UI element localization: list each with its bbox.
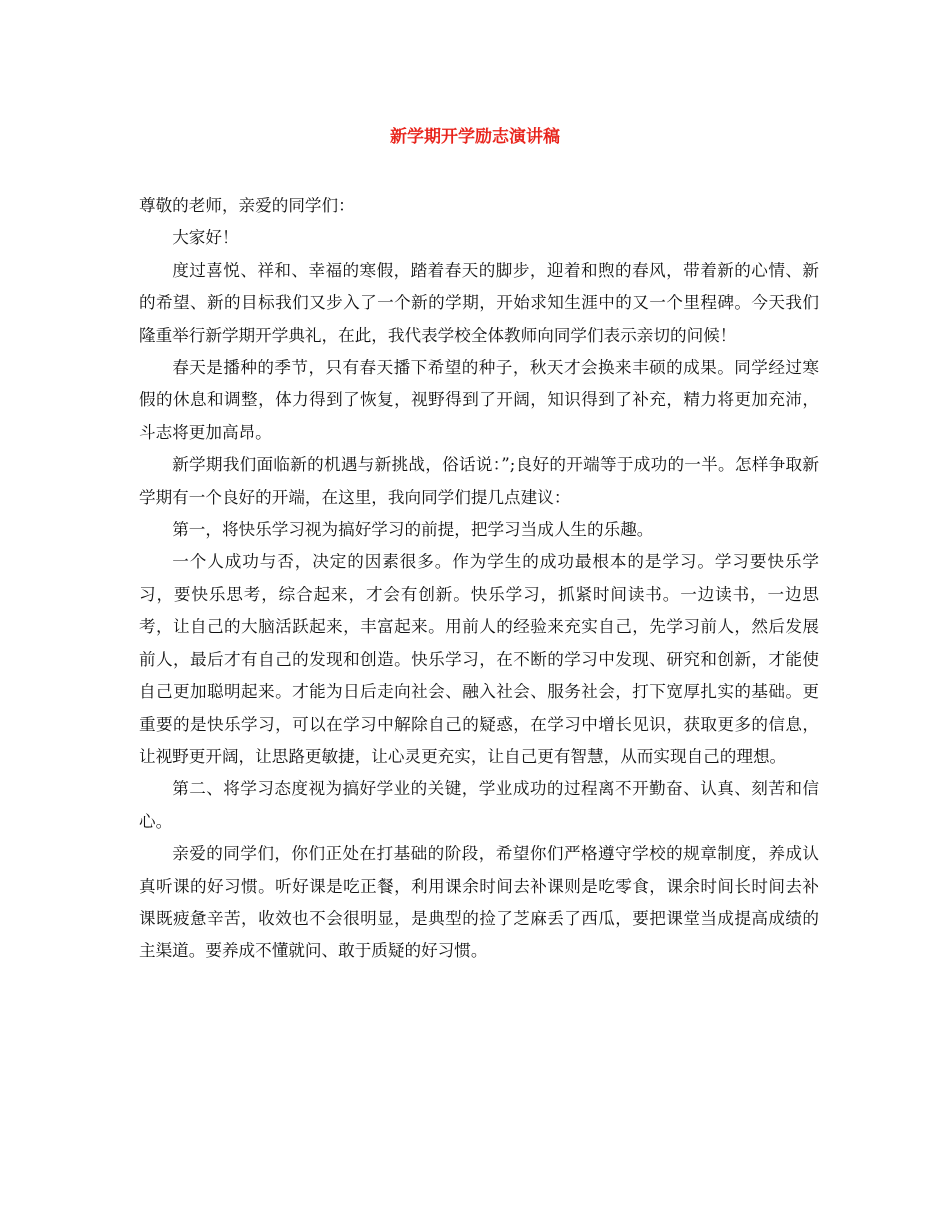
paragraph-point-two: 第二、将学习态度视为搞好学业的关键，学业成功的过程离不开勤奋、认真、刻苦和信心。 [139,779,819,831]
paragraph-point-one: 第一，将快乐学习视为搞好学习的前提，把学习当成人生的乐趣。 [172,520,654,540]
paragraph: 春天是播种的季节，只有春天播下希望的种子，秋天才会换来丰硕的成果。同学经过寒假的休息和调整，体力得到了恢复，视野得到了开阔，知识得到了补充，精力将更加充沛，斗志将更加高昂。 [139,358,819,442]
paragraph-greeting: 大家好！ [172,228,239,248]
paragraph: 新学期我们面临新的机遇与新挑战，俗话说：”;良好的开端等于成功的一半。怎样争取新学期有一个良好的开端，在这里，我向同学们提几点建议： [139,455,819,507]
salutation: 尊敬的老师，亲爱的同学们： [139,196,355,215]
paragraph: 亲爱的同学们，你们正处在打基础的阶段，希望你们严格遵守学校的规章制度，养成认真听课的好习惯。听好课是吃正餐，利用课余时间去补课则是吃零食，课余时间长时间去补课既疲惫辛苦，收效也不会很明显，是典型的捡了芝麻丢了西瓜，要把课堂当成提高成绩的主渠道。要养成不懂就问、敢于质疑的好习惯。 [139,844,819,961]
paragraph: 一个人成功与否，决定的因素很多。作为学生的成功最根本的是学习。学习要快乐学习，要快乐思考，综合起来，才会有创新。快乐学习，抓紧时间读书。一边读书，一边思考，让自己的大脑活跃起来，丰富起来。用前人的经验来充实自己，先学习前人，然后发展前人，最后才有自己的发现和创造。快乐学习，在不断的学习中发现、研究和创新，才能使自己更加聪明起来。才能为日后走向社会、融入社会、服务社会，打下宽厚扎实的基础。更重要的是快乐学习，可以在学习中解除自己的疑惑，在学习中增长见识，获取更多的信息，让视野更开阔，让思路更敏捷，让心灵更充实，让自己更有智慧，从而实现自己的理想。 [139,552,819,766]
document-body [139,190,819,968]
document-title: 新学期开学励志演讲稿 [390,127,560,147]
paragraph: 度过喜悦、祥和、幸福的寒假，踏着春天的脚步，迎着和煦的春风，带着新的心情、新的希望、新的目标我们又步入了一个新的学期，开始求知生涯中的又一个里程碑。今天我们隆重举行新学期开学典礼，在此，我代表学校全体教师向同学们表示亲切的问候！ [139,260,819,345]
